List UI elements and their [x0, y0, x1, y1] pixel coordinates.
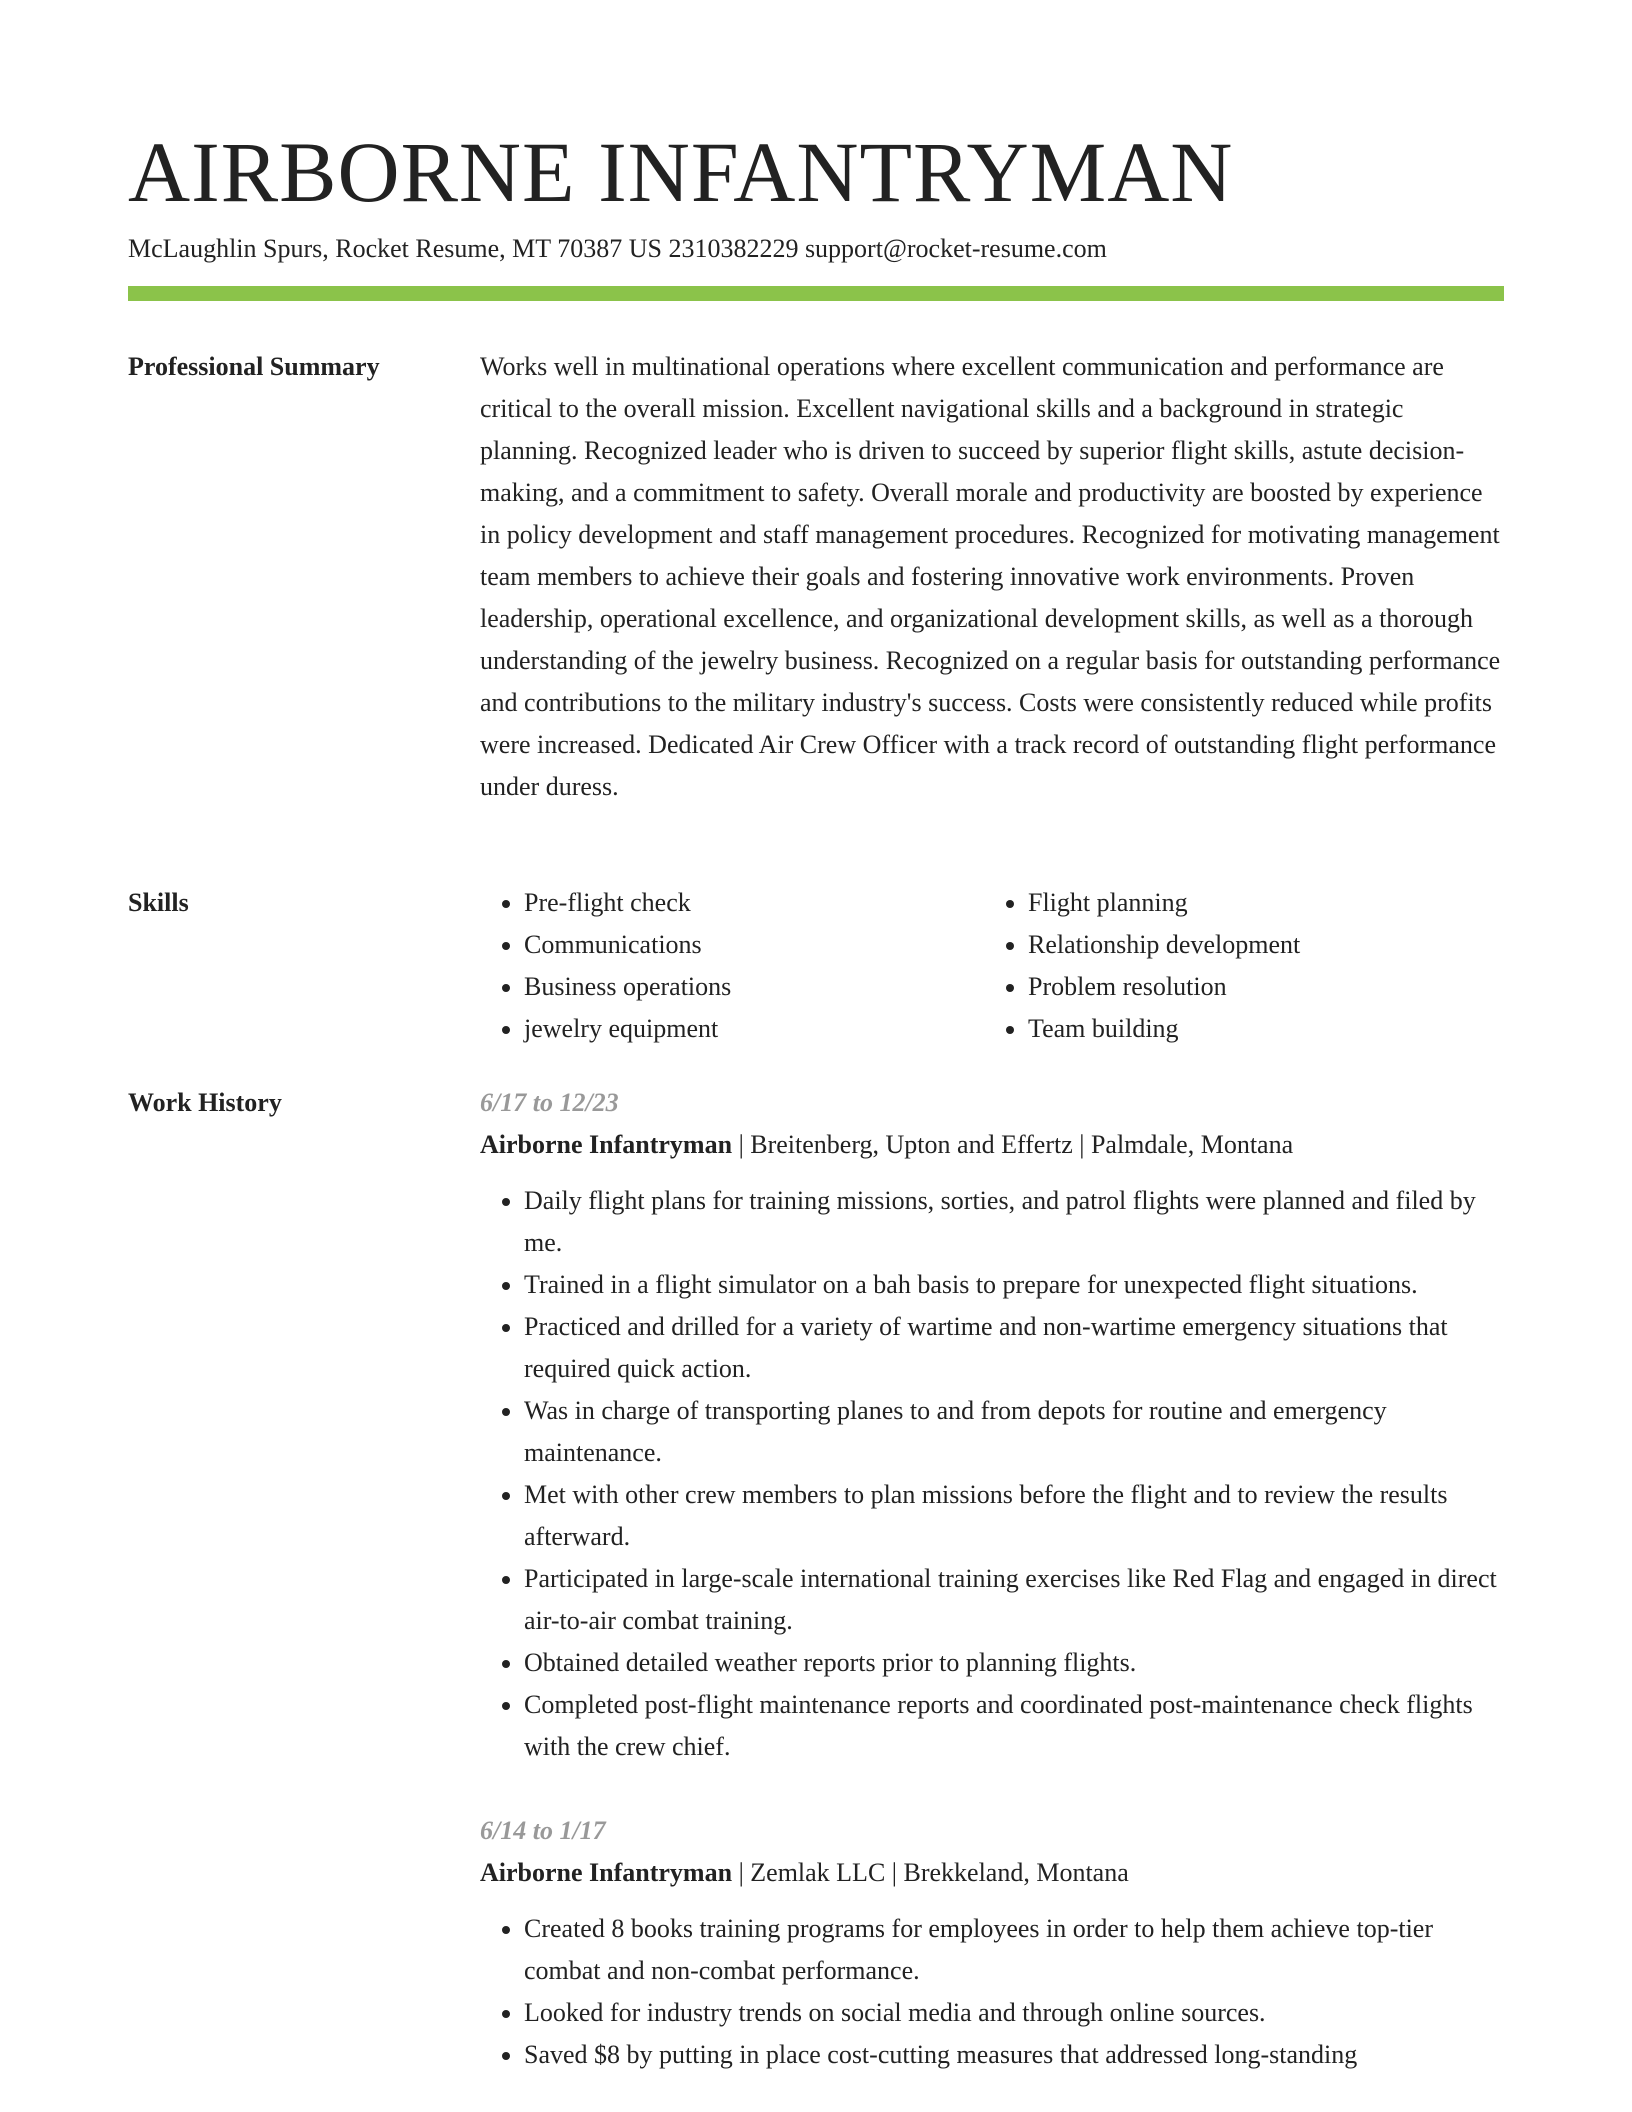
job-bullets [480, 1908, 1504, 2076]
section-title-summary: Professional Summary [128, 352, 380, 381]
job-bullet: • Looked for industry trends on social media and through online sources. [524, 1992, 1504, 2034]
skills-column-1 [480, 882, 984, 1050]
job-bullet: • Created 8 books training programs for employees in order to help them achieve top-tier combat and non-combat performance. [524, 1908, 1504, 1992]
job-header [480, 1124, 1504, 1166]
skill-item: • Pre-flight check [524, 882, 984, 924]
skills-columns [480, 882, 1504, 1050]
work-history-body [480, 1082, 1504, 2076]
header-divider [128, 286, 1504, 301]
job-bullet: • Participated in large-scale international training exercises like Red Flag and engaged in direct air-to-air combat training. [524, 1558, 1504, 1642]
work-history-section [128, 1082, 1504, 2112]
skill-item: • Business operations [524, 966, 984, 1008]
skills-body [480, 882, 1504, 1050]
job-title: Airborne Infantryman [480, 1130, 733, 1159]
skill-item: • Flight planning [1028, 882, 1488, 924]
professional-summary-section [128, 346, 1504, 866]
job-bullet: • Daily flight plans for training missions, sorties, and patrol flights were planned and filed by me. [524, 1180, 1504, 1264]
job-details: | Breitenberg, Upton and Effertz | Palmdale, Montana [732, 1130, 1294, 1159]
job-entry [480, 1810, 1504, 2076]
skill-item: • Relationship development [1028, 924, 1488, 966]
job-dates: 6/17 to 12/23 [480, 1088, 619, 1117]
summary-text: Works well in multinational operations where excellent communication and performance are critical to the overall mission. Excellent navigational skills and a background in strategic planning. Recognized leader who is driven to succeed by superior flight skills, astute decision-making, and a commitment to safety. Overall morale and productivity are boosted by experience in policy development and staff management procedures. Recognized for motivating management team members to achieve their goals and fostering innovative work environments. Proven leadership, operational excellence, and organizational development skills, as well as a thorough understanding of the jewelry business. Recognized on a regular basis for outstanding performance and contributions to the military industry's success. Costs were consistently reduced while profits were increased. Dedicated Air Crew Officer with a track record of outstanding flight performance under duress. [480, 352, 1501, 801]
skill-item: • Team building [1028, 1008, 1488, 1050]
skills-section [128, 882, 1504, 1062]
job-bullet: • Practiced and drilled for a variety of wartime and non-wartime emergency situations that required quick action. [524, 1306, 1504, 1390]
resume-name: AIRBORNE INFANTRYMAN [128, 124, 1234, 220]
section-title-skills: Skills [128, 888, 189, 917]
job-bullets [480, 1180, 1504, 1768]
job-bullet: • Met with other crew members to plan missions before the flight and to review the results afterward. [524, 1474, 1504, 1558]
job-bullet: • Completed post-flight maintenance reports and coordinated post-maintenance check flights with the crew chief. [524, 1684, 1504, 1768]
skill-item: • jewelry equipment [524, 1008, 984, 1050]
job-bullet: • Obtained detailed weather reports prior to planning flights. [524, 1642, 1504, 1684]
skill-item: • Problem resolution [1028, 966, 1488, 1008]
job-dates: 6/14 to 1/17 [480, 1816, 606, 1845]
job-title: Airborne Infantryman [480, 1858, 733, 1887]
job-bullet: • Was in charge of transporting planes to and from depots for routine and emergency maintenance. [524, 1390, 1504, 1474]
job-header [480, 1852, 1504, 1894]
summary-body [480, 346, 1504, 808]
skills-column-2 [984, 882, 1488, 1050]
job-details: | Zemlak LLC | Brekkeland, Montana [732, 1858, 1129, 1887]
job-entry [480, 1082, 1504, 1768]
job-bullet: • Saved $8 by putting in place cost-cutting measures that addressed long-standing [524, 2034, 1504, 2076]
contact-line: McLaughlin Spurs, Rocket Resume, MT 70387 US 2310382229 support@rocket-resume.com [128, 234, 1107, 263]
skill-item: • Communications [524, 924, 984, 966]
section-title-work: Work History [128, 1088, 282, 1117]
job-bullet: • Trained in a flight simulator on a bah basis to prepare for unexpected flight situations. [524, 1264, 1504, 1306]
